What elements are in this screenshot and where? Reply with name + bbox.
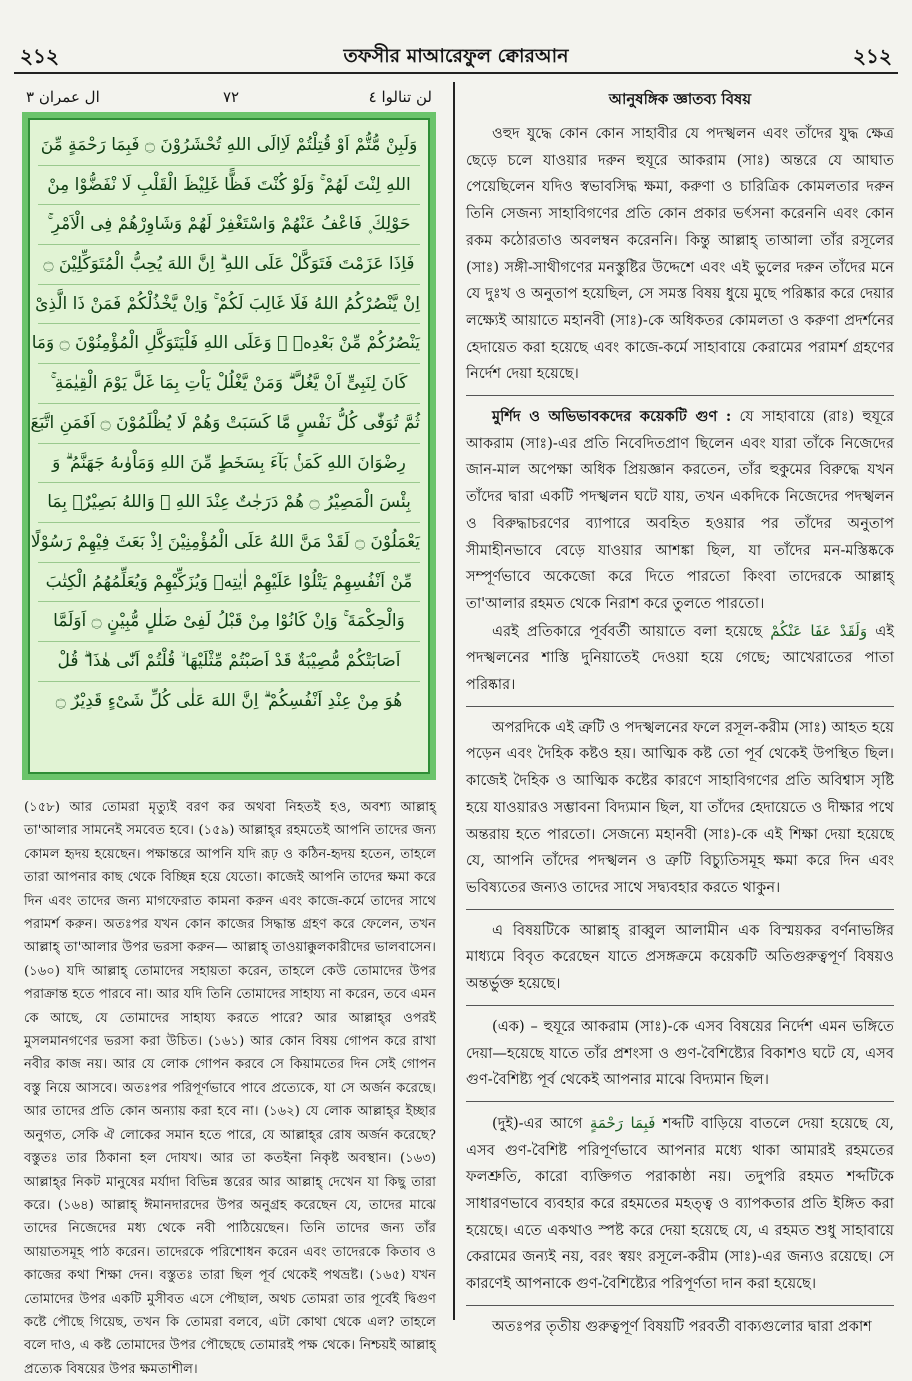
paragraph-separator: [466, 1005, 894, 1006]
quran-line: رِضْوَانَ اللهِ كَمَنْۢ بَآءَ بِسَخَطٍ مِّنَ اللهِ وَمَاْوٰىهُ جَهَنَّمُ ۗ وَ: [38, 444, 420, 484]
quran-line: اللهِ لِنْتَ لَهُمْ ۚ وَلَوْ كُنْتَ فَظًّا غَلِيْظَ الْقَلْبِ لَا نْفَضُّوْا مِنْ: [38, 166, 420, 206]
commentary-paragraph: ওহুদ যুদ্ধে কোন কোন সাহাবীর যে পদস্খলন এবং তাঁদের যুদ্ধ ক্ষেত্র ছেড়ে চলে যাওয়ার দরুন হুযূরে আকরাম (সাঃ) অন্তরে যে আঘাত পেয়েছিলেন যদিও স্বভাবসিদ্ধ ক্ষমা, করুণা ও চারিত্রিক কোমলতার দরুন তিনি সেজন্য সাহাবিগণের প্রতি কোন প্রকার ভর্ৎসনা করেননি এবং কোন রকম কঠোরতাও অবলম্বন করেননি। কিন্তু আল্লাহ্ তাআলা তাঁর রসূলের (সাঃ) সঙ্গী-সাথীগণের মনস্তুষ্টির উদ্দেশে এবং এই ভুলের দরুন তাঁদের মনে যে দুঃখ ও অনুতাপ হয়েছিল, সে সমস্ত বিষয় ধুয়ে মুছে পরিষ্কার করে দেয়ার লক্ষ্যেই আয়াতে মহানবী (সাঃ)-কে অধিকতর কোমলতা ও করুণা প্রদর্শনের হেদায়েত করা হয়েছে এবং কাজে-কর্মে সাহাবায়ে কেরামের পরামর্শ গ্রহণের নির্দেশ দেয়া হয়েছে।: [466, 125, 894, 383]
quran-line: حَوْلِكَ ۪ فَاعْفُ عَنْهُمْ وَاسْتَغْفِرْ لَهُمْ وَشَاوِرْهُمْ فِى الْاَمْرِ ۚ: [38, 205, 420, 245]
page-number-left: ২১২: [20, 44, 59, 68]
quran-page-header: [18, 84, 442, 108]
arabic-quote: فَبِمَا رَحْمَةٍ: [589, 1113, 656, 1132]
quran-line: اَصَابَتْكُمْ مُّصِيْبَةٌ قَدْ اَصَبْتُمْ مِّثْلَيْهَا ۙ قُلْتُمْ اَنّٰى هٰذَا ۗ قُلْ: [38, 642, 420, 682]
quran-line: اِنْ يَّنْصُرْكُمُ اللهُ فَلَا غَالِبَ لَكُمْ ۚ وَاِنْ يَّخْذُلْكُمْ فَمَنْ ذَا الَّذِىْ: [38, 285, 420, 325]
paragraph-text: এই পদস্খলনের শাস্তি দুনিয়াতেই দেওয়া হয়ে গেছে; আখেরাতের পাতা পরিষ্কার।: [466, 622, 894, 694]
paragraph-text: শব্দটি বাড়িয়ে বাতলে দেয়া হয়েছে যে, এসব গুণ-বৈশিষ্ট পরিপূর্ণভাবে আপনার মধ্যে থাকা আমারই রহমতের ফলশ্রুতি, কারো ব্যক্তিগত পরাকাষ্ঠা নয়। তদুপরি রহমত শব্দটিকে সাধারণভাবে ব্যবহার করে রহমতের মহত্ত্ব ও ব্যাপকতার প্রতি ইঙ্গিত করা হয়েছে। এতে একথাও স্পষ্ট করে দেয়া হয়েছে যে, এ রহমত শুধু সাহাবায়ে কেরামের জন্যই নয়, বরং স্বয়ং রসূলে-করীম (সাঃ)-এর জন্যও রয়েছে। সে কারণেই আপনাকে গুণ-বৈশিষ্ট্যের পরিপূর্ণতা দান করা হয়েছে।: [466, 1114, 895, 1293]
commentary-paragraph-3: [466, 618, 894, 699]
quran-line: يَعْمَلُوْنَ ۝ لَقَدْ مَنَّ اللهُ عَلَى الْمُؤْمِنِيْنَ اِذْ بَعَثَ فِيْهِمْ رَسُوْلًا: [38, 523, 420, 563]
paragraph-separator: [466, 706, 894, 707]
translation-text: (১৫৮) আর তোমরা মৃত্যুই বরণ কর অথবা নিহতই হও, অবশ্য আল্লাহ্ তা'আলার সামনেই সমবেত হবে। (১৫৯) আল্লাহ্‌র রহমতেই আপনি তাদের জন্য কোমল হৃদয় হয়েছেন। পক্ষান্তরে আপনি যদি রূঢ় ও কঠিন-হৃদয় হতেন, তাহলে তারা আপনার কাছ থেকে বিচ্ছিন্ন হয়ে যেতো। কাজেই আপনি তাদের ক্ষমা করে দিন এবং তাদের জন্য মাগফেরাত কামনা করুন এবং কাজে-কর্মে তাদের সাথে পরামর্শ করুন। অতঃপর যখন কোন কাজের সিদ্ধান্ত গ্রহণ করে ফেলেন, তখন আল্লাহ্ তা'আলার উপর ভরসা করুন— আল্লাহ্ তাওয়াক্কুলকারীদের ভালবাসেন। (১৬০) যদি আল্লাহ্ তোমাদের সহায়তা করেন, তাহলে কেউ তোমাদের উপর পরাক্রান্ত হতে পারবে না। আর যদি তিনি তোমাদের সাহায্য না করেন, তবে এমন কে আছে, যে তোমাদের সাহায্য করতে পারে? আর আল্লাহ্‌র ওপরই মুসলমানগণের ভরসা করা উচিত। (১৬১) আর কোন বিষয় গোপন করে রাখা নবীর কাজ নয়। আর যে লোক গোপন করবে সে কিয়ামতের দিন সেই গোপন বস্তু নিয়ে আসবে। অতঃপর পরিপূর্ণভাবে পাবে প্রত্যেকে, যা সে অর্জন করেছে। আর তাদের প্রতি কোন অন্যায় করা হবে না। (১৬২) যে লোক আল্লাহ্‌র ইচ্ছার অনুগত, সেকি ঐ লোকের সমান হতে পারে, যে আল্লাহ্‌র রোষ অর্জন করেছে? বস্তুতঃ তার ঠিকানা হল দোযখ। আর তা কতইনা নিকৃষ্ট অবস্থান। (১৬৩) আল্লাহ্‌র নিকট মানুষের মর্যাদা বিভিন্ন স্তরের আর আল্লাহ্ দেখেন যা কিছু তারা করে। (১৬৪) আল্লাহ্ ঈমানদারদের উপর অনুগ্রহ করেছেন যে, তাদের মাঝে তাদের নিজেদের মধ্য থেকে নবী পাঠিয়েছেন। তিনি তাদের জন্য তাঁর আয়াতসমূহ পাঠ করেন। তাদেরকে পরিশোধন করেন এবং তাদেরকে কিতাব ও কাজের কথা শিক্ষা দেন। বস্তুতঃ তারা ছিল পূর্ব থেকেই পথভ্রষ্ট। (১৬৫) যখন তোমাদের উপর একটি মুসীবত এসে পৌছাল, অথচ তোমরা তার পূর্বেই দ্বিগুণ কষ্টে পৌছে গিয়েছ, তখন কি তোমরা বলবে, এটা কোথা থেকে এল? তাহলে বলে দাও, এ কষ্ট তোমাদের উপর পৌছেছে তোমারই পক্ষ থেকে। নিশ্চয়ই আল্লাহ্ প্রত্যেক বিষয়ের উপর ক্ষমতাশীল।: [24, 800, 436, 1377]
paragraph-text: যে সাহাবায়ে (রাঃ) হুযূরে আকরাম (সাঃ)-এর প্রতি নিবেদিতপ্রাণ ছিলেন এবং যারা তাঁকে নিজেদের জান-মাল অপেক্ষা অধিক প্রিয়জ্ঞান করতেন, তাঁর হুকুমের বিরুদ্ধে যখন তাঁদের দ্বারা একটি পদস্খলন ঘটে যায়, তখন একদিকে নিজেদের পদস্খলন ও বিরুদ্ধাচরণের ব্যাপারে অবহিত হওয়ার পর তাঁদের অনুতাপ সীমাহীনভাবে বেড়ে যাওয়ার আশঙ্কা ছিল, যা তাঁদের মন-মস্তিষ্ককে সম্পূর্ণভাবে অকেজো করে দিতে পারতো কিংবা তাদেরকে আল্লাহ্ তা'আলার রহমত থেকে নিরাশ করে তুলতে পারতো।: [466, 408, 894, 612]
quran-line: هُوَ مِنْ عِنْدِ اَنْفُسِكُمْ ۗ اِنَّ اللهَ عَلٰى كُلِّ شَىْءٍ قَدِيْرٌ ۝: [55, 690, 403, 711]
left-column: [18, 84, 442, 1377]
quran-line: ثُمَّ تُوَفّٰى كُلُّ نَفْسٍ مَّا كَسَبَتْ وَهُمْ لَا يُظْلَمُوْنَ ۝ اَفَمَنِ اتَّبَعَ: [38, 404, 420, 444]
right-column: [466, 88, 894, 1341]
quran-line: مِّنْ اَنْفُسِهِمْ يَتْلُوْا عَلَيْهِمْ اٰيٰتِهٖ وَيُزَكِّيْهِمْ وَيُعَلِّمُهُمُ الْكِتٰبَ: [38, 563, 420, 603]
book-title: তফসীর মাআরেফুল ক্বোরআন: [343, 45, 569, 67]
commentary-paragraph: অতঃপর তৃতীয় গুরুত্বপূর্ণ বিষয়টি পরবর্তী বাক্যগুলোর দ্বারা প্রকাশ: [492, 1317, 872, 1335]
commentary-paragraph-7: [466, 1110, 894, 1298]
column-divider: [453, 82, 455, 1320]
paragraph-text: এরই প্রতিকারে পূর্ববর্তী আয়াতে বলা হয়েছে: [492, 622, 763, 640]
paragraph-separator: [466, 1305, 894, 1306]
section-title: আনুষঙ্গিক জ্ঞাতব্য বিষয়: [608, 90, 752, 108]
commentary-paragraph: (এক) – হুযূরে আকরাম (সাঃ)-কে এসব বিষয়ের নির্দেশ এমন ভঙ্গিতে দেয়া—হয়েছে যাতে তাঁর প্রশংসা ও গুণ-বৈশিষ্ট্যের বিকাশও ঘটে যে, এসব গুণ-বৈশিষ্ট্য পূর্ব থেকেই আপনার মাঝে বিদ্যমান ছিল।: [466, 1017, 894, 1089]
quran-line: بِئْسَ الْمَصِيْرُ ۝ هُمْ دَرَجٰتٌ عِنْدَ اللهِ ۗ وَاللهُ بَصِيْرٌۢ بِمَا: [38, 483, 420, 523]
quran-text-panel: [28, 118, 430, 774]
quran-page-number: ٧٢: [223, 88, 240, 106]
page-header: [14, 38, 898, 74]
paragraph-separator: [466, 1101, 894, 1102]
juz-name: لن تنالوا ٤: [368, 88, 432, 106]
quran-line: وَالْحِكْمَةَ ۚ وَاِنْ كَانُوْا مِنْ قَبْلُ لَفِىْ ضَلٰلٍ مُّبِيْنٍ ۝ اَوَلَمَّا: [38, 602, 420, 642]
quran-line: كَانَ لِنَبِىٍّ اَنْ يَّغُلَّ ۗ وَمَنْ يَّغْلُلْ يَاْتِ بِمَا غَلَّ يَوْمَ الْقِيٰمَةِ ۚ: [38, 364, 420, 404]
paragraph-separator: [466, 395, 894, 396]
subsection-heading: মুর্শিদ ও অভিভাবকদের কয়েকটি গুণ :: [492, 408, 732, 426]
paragraph-text: (দুই)-এর আগে: [492, 1114, 583, 1132]
commentary-paragraph: অপরদিকে এই ত্রুটি ও পদস্খলনের ফলে রসূল-করীম (সাঃ) আহত হয়ে পড়েন এবং দৈহিক কষ্টও হয়। আত্মিক কষ্ট তো পূর্ব থেকেই উপস্থিত ছিল। কাজেই দৈহিক ও আত্মিক কষ্টের কারণে সাহাবিগণের প্রতি অবিশ্বাস সৃষ্টি হয়ে যাওয়ারও সম্ভাবনা বিদ্যমান ছিল, যা তাঁদের হেদায়েতে ও দীক্ষার পথে অন্তরায় হতে পারতো। সেজন্যে মহানবী (সাঃ)-কে এই শিক্ষা দেয়া হয়েছে যে, আপনি তাঁদের পদস্খলন ও ত্রুটি বিচ্যুতিসমূহ ক্ষমা করে দিন এবং ভবিষ্যতের জন্যও তাদের সাথে সদ্ব্যবহার করতে থাকুন।: [466, 718, 894, 896]
quran-text-frame: [22, 112, 436, 780]
quran-line: يَنْصُرُكُمْ مِّنْ بَعْدِهٖ ۗ وَعَلَى اللهِ فَلْيَتَوَكَّلِ الْمُؤْمِنُوْنَ ۝ وَمَا: [38, 324, 420, 364]
arabic-quote: وَلَقَدْ عَفَا عَنْكُمْ: [770, 621, 868, 640]
quran-line: وَلَبِنْ مُّتُّمْ اَوْ قُتِلْتُمْ لَاِالَى اللهِ تُحْشَرُوْنَ ۝ فَبِمَا رَحْمَةٍ مِّنَ: [38, 126, 420, 166]
commentary-paragraph: এ বিষয়টিকে আল্লাহ্ রাব্বুল আলামীন এক বিস্ময়কর বর্ণনাভঙ্গির মাধ্যমে বিবৃত করেছেন যাতে প্রসঙ্গক্রমে কয়েকটি অতিগুরুত্বপূর্ণ বিষয়ও অন্তর্ভুক্ত হয়েছে।: [466, 921, 894, 993]
surah-name: ال عمران ٣: [26, 88, 100, 106]
page-number-right: ২১২: [853, 44, 892, 68]
commentary-paragraph-2: [466, 404, 894, 618]
quran-line: فَاِذَا عَزَمْتَ فَتَوَكَّلْ عَلَى اللهِ ۗ اِنَّ اللهَ يُحِبُّ الْمُتَوَكِّلِيْنَ ۝: [38, 245, 420, 285]
paragraph-separator: [466, 909, 894, 910]
